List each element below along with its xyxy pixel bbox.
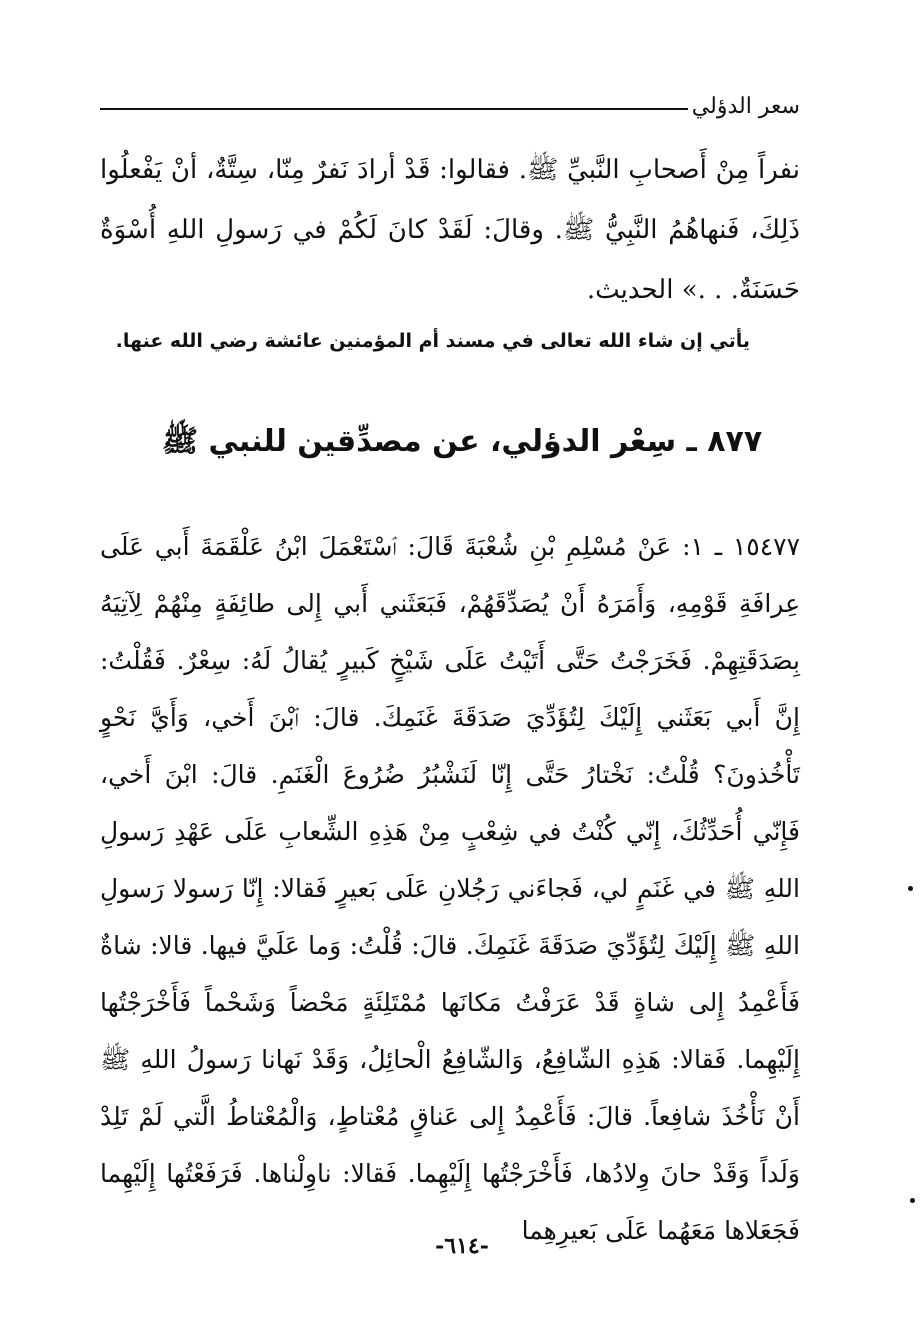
margin-speck <box>910 1198 915 1203</box>
cross-reference-note: يأتي إن شاء الله تعالى في مسند أم المؤمنين عائشة رضي الله عنها. <box>115 330 750 352</box>
margin-speck <box>908 886 913 891</box>
running-header <box>100 92 800 126</box>
hadith-body-paragraph: ١٥٤٧٧ ـ ١: عَنْ مُسْلِمِ بْنِ شُعْبَةَ قَالَ: ٱسْتَعْمَلَ ابْنُ عَلْقَمَةَ أَبي عَلَى عِرافَةِ قَوْمِهِ، وَأَمَرَهُ أَنْ يُصَدِّقَهُمْ، فَبَعَثَني أَبي إِلى طائِفَةٍ مِنْهُمْ لِآتِيَهُ بِصَدَقَتِهِمْ. فَخَرَجْتُ حَتَّى أَتَيْتُ عَلَى شَيْخٍ كَبيرٍ يُقالُ لَهُ: سِعْرٌ. فَقُلْتُ: إِنَّ أَبي بَعَثَني إِلَيْكَ لِتُؤَدِّيَ صَدَقَةَ غَنَمِكَ. قالَ: ٱبْنَ أَخي، وَأَيَّ نَحْوٍ تَأْخُذونَ؟ قُلْتُ: نَخْتارُ حَتَّى إِنّا لَنَشْبُرُ ضُرُوعَ الْغَنَمِ. قالَ: ابْنَ أَخي، فَإِنّي أُحَدِّثُكَ، إِنّي كُنْتُ في شِعْبٍ مِنْ هَذِهِ الشِّعابِ عَلَى عَهْدِ رَسولِ اللهِ ﷺ في غَنَمٍ لي، فَجاءَني رَجُلانِ عَلَى بَعيرٍ فَقالا: إِنّا رَسولا رَسولِ اللهِ ﷺ إِلَيْكَ لِتُؤَدِّيَ صَدَقَةَ غَنَمِكَ. قالَ: قُلْتُ: وَما عَلَيَّ فيها. قالا: شاةٌ فَأَعْمِدُ إِلى شاةٍ قَدْ عَرَفْتُ مَكانَها مُمْتَلِئَةٍ مَحْضاً وَشَحْماً فَأَخْرَجْتُها إِلَيْهِما. فَقالا: هَذِهِ الشّافِعُ، وَالشّافِعُ الْحائِلُ، وَقَدْ نَهانا رَسولُ اللهِ ﷺ أَنْ نَأْخُذَ شافِعاً. قالَ: فَأَعْمِدُ إِلى عَناقٍ مُعْتاطٍ، وَالْمُعْتاطُ الَّتي لَمْ تَلِدْ وَلَداً وَقَدْ حانَ وِلادُها، فَأَخْرَجْتُها إِلَيْهِما. فَقالا: ناوِلْناها. فَرَفَعْتُها إِلَيْهِما فَجَعَلاها مَعَهُما عَلَى بَعيرِهِما <box>100 532 800 1245</box>
running-header-title: سعر الدؤلي <box>691 94 800 119</box>
page-number: -٦١٤- <box>435 1233 489 1259</box>
section-heading: ٨٧٧ ـ سِعْر الدؤلي، عن مصدِّقين للنبي ﷺ <box>161 424 763 459</box>
intro-paragraph: نفراً مِنْ أَصحابِ النَّبيِّ ﷺ. فقالوا: قَدْ أرادَ نَفرٌ مِنّا، سِتَّةٌ، أنْ يَفْعلُوا ذَلِكَ، فَنهاهُمُ النَّبِيُّ ﷺ. وقالَ: لَقَدْ كانَ لَكُمْ في رَسولِ اللهِ أُسْوَةٌ حَسَنَةٌ. . .» الحديث. <box>100 155 800 305</box>
header-rule <box>100 108 688 110</box>
